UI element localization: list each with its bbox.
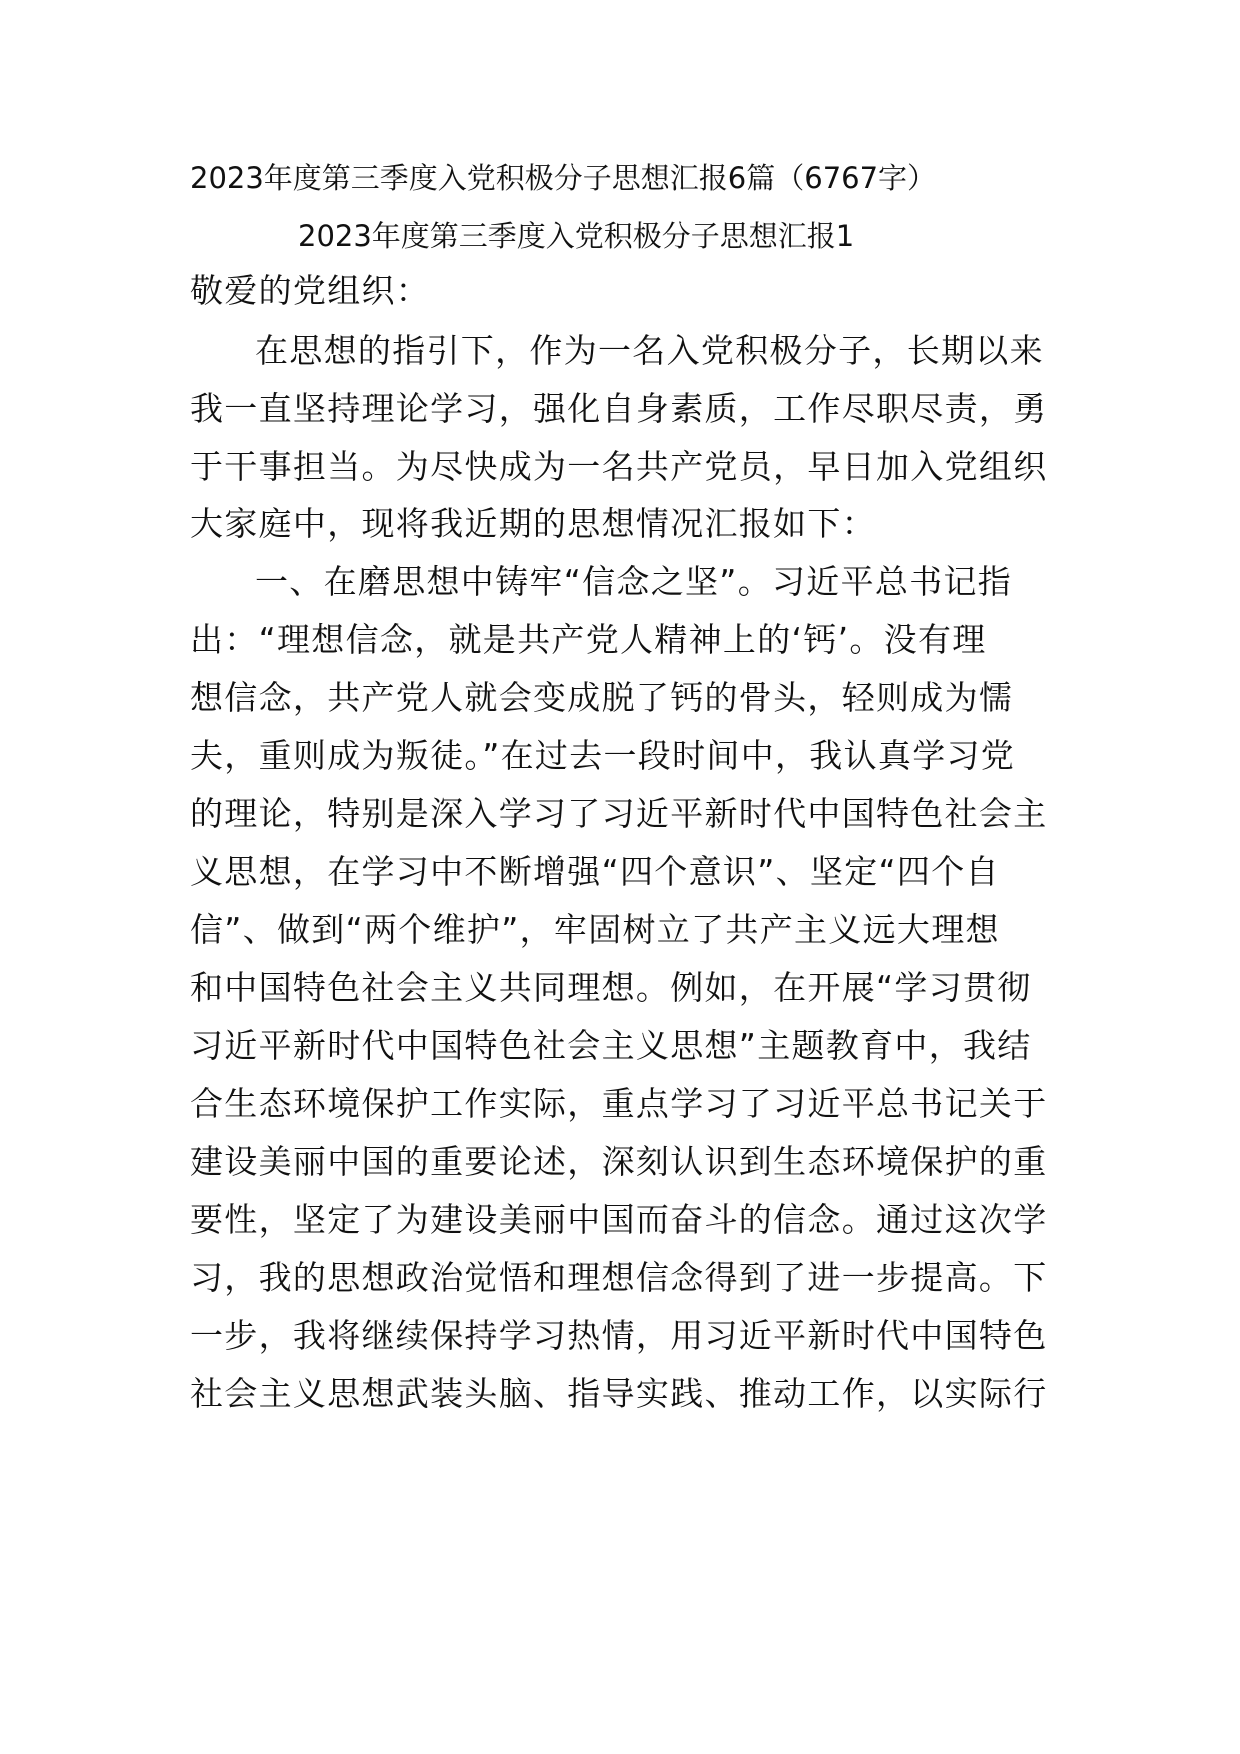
- paragraph-line: 社会主义思想武装头脑、指导实践、推动工作，以实际行: [190, 1374, 1048, 1413]
- paragraph-line: 建设美丽中国的重要论述，深刻认识到生态环境保护的重: [190, 1142, 1048, 1181]
- paragraph-line: 于干事担当。为尽快成为一名共产党员，早日加入党组织: [190, 447, 1048, 486]
- salutation: 敬爱的党组织：: [190, 271, 431, 310]
- paragraph-line: 一步，我将继续保持学习热情，用习近平新时代中国特色: [190, 1316, 1048, 1355]
- paragraph-line: 一、在磨思想中铸牢“信念之坚”。习近平总书记指: [255, 562, 1013, 601]
- paragraph-line: 和中国特色社会主义共同理想。例如，在开展“学习贯彻: [190, 968, 1032, 1007]
- paragraph-line: 想信念，共产党人就会变成脱了钙的骨头，轻则成为懦: [190, 678, 1014, 717]
- paragraph-line: 义思想，在学习中不断增强“四个意识”、坚定“四个自: [190, 852, 1000, 891]
- main-title: 2023年度第三季度入党积极分子思想汇报6篇（6767字）: [190, 161, 937, 195]
- paragraph-line: 我一直坚持理论学习，强化自身素质，工作尽职尽责，勇: [190, 389, 1048, 428]
- paragraph-line: 出：“理想信念，就是共产党人精神上的‘钙’。没有理: [190, 620, 987, 659]
- paragraph-line: 夫，重则成为叛徒。”在过去一段时间中，我认真学习党: [190, 736, 1016, 775]
- paragraph-line: 习近平新时代中国特色社会主义思想”主题教育中，我结: [190, 1026, 1032, 1065]
- paragraph-line: 习，我的思想政治觉悟和理想信念得到了进一步提高。下: [190, 1258, 1048, 1297]
- paragraph-line: 在思想的指引下，作为一名入党积极分子，长期以来: [255, 331, 1044, 370]
- paragraph-line: 信”、做到“两个维护”，牢固树立了共产主义远大理想: [190, 910, 1000, 949]
- sub-title: 2023年度第三季度入党积极分子思想汇报1: [298, 219, 855, 253]
- paragraph-line: 要性，坚定了为建设美丽中国而奋斗的信念。通过这次学: [190, 1200, 1048, 1239]
- paragraph-line: 大家庭中，现将我近期的思想情况汇报如下：: [190, 504, 876, 543]
- paragraph-line: 的理论，特别是深入学习了习近平新时代中国特色社会主: [190, 794, 1048, 833]
- paragraph-line: 合生态环境保护工作实际，重点学习了习近平总书记关于: [190, 1084, 1048, 1123]
